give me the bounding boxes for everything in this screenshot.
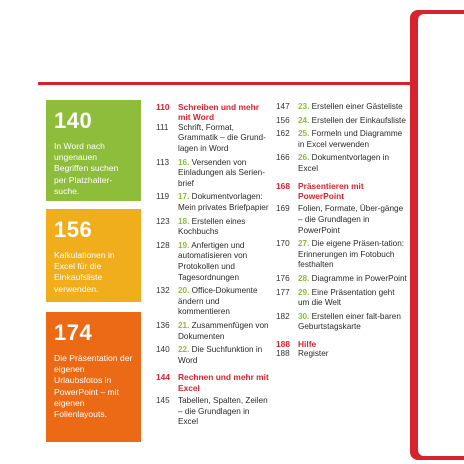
entry-text: Erstellen einer falt-baren Geburtstagskarte: [298, 311, 401, 332]
highlight-tile-powerpoint: [46, 312, 141, 442]
toc-entry: [276, 274, 408, 285]
step-number: 16.: [178, 157, 190, 167]
entry-text: Versenden von Einladungen als Serien-brief: [178, 157, 265, 188]
entry-text: Folien, Formate, Über-gänge – die Grundlagen in PowerPoint: [298, 204, 404, 235]
page-number: 136: [156, 320, 170, 330]
toc-entry: [156, 286, 270, 318]
toc-entry: [276, 239, 408, 271]
section-title: Hilfe: [298, 338, 317, 349]
page-number: 176: [276, 273, 290, 283]
entry-text: Erstellen eines Kochbuchs: [178, 216, 246, 237]
entry-text: Die Suchfunktion in Word: [178, 345, 263, 365]
page-number: 162: [276, 129, 290, 139]
tile-number: 140: [54, 108, 93, 133]
entry-text: Dokumentvorlagen: Mein privates Briefpapier: [178, 192, 269, 212]
page-number: 119: [156, 192, 170, 202]
tile-number: 174: [54, 320, 93, 345]
toc-entry: [156, 241, 270, 283]
step-number: 25.: [298, 129, 310, 139]
tile-text: Kalkulationen in Excel für die Einkaufsliste verwenden.: [54, 250, 115, 294]
step-number: 17.: [178, 192, 190, 202]
page-number: 140: [156, 345, 170, 355]
tile-text: In Word nach ungenauen Begriffen suchen per Platzhalter-suche.: [54, 141, 119, 196]
page-number: 156: [276, 115, 290, 125]
section-title: Präsentieren mit PowerPoint: [298, 180, 364, 201]
toc-entry: [276, 129, 408, 150]
tile-number: 156: [54, 217, 93, 242]
page-number: 188: [276, 338, 290, 349]
toc-entry: [156, 345, 270, 366]
entry-text: Register: [298, 349, 329, 359]
page-number: 144: [156, 372, 170, 383]
entry-text: Anfertigen und automatisieren von Protokollen und Tagesordnungen: [178, 240, 248, 282]
section-title: Rechnen und mehr mit Excel: [178, 372, 269, 393]
step-number: 22.: [178, 345, 190, 355]
toc-column-right: [276, 102, 408, 360]
page-number: 182: [276, 311, 290, 321]
step-number: 20.: [178, 286, 190, 296]
page-number: 145: [156, 396, 170, 406]
page-number: 111: [156, 122, 169, 132]
entry-text: Office-Dokumente ändern und kommentieren: [178, 286, 258, 317]
toc-column-left: [156, 102, 270, 428]
section-heading-hilfe: [276, 339, 408, 349]
step-number: 27.: [298, 239, 310, 249]
toc-entry: [156, 217, 270, 238]
entry-text: Eine Präsentation geht um die Welt: [298, 287, 395, 308]
toc-entry: [276, 204, 408, 236]
page-number: 113: [156, 157, 170, 167]
entry-text: Erstellen der Einkaufsliste: [311, 115, 406, 125]
page-number: 128: [156, 240, 170, 250]
entry-text: Die eigene Präsen-tation: Erinnerungen im Fotobuch festhalten: [298, 239, 405, 270]
toc-entry: [276, 116, 408, 127]
step-number: 24.: [298, 115, 310, 125]
highlight-tile-word: [46, 100, 141, 201]
toc-entry: [156, 158, 270, 190]
toc-entry: [276, 288, 408, 309]
entry-text: Dokumentvorlagen in Excel: [298, 153, 390, 173]
page-number: 169: [276, 204, 290, 214]
toc-entry: [276, 153, 408, 174]
section-title: Schreiben und mehr mit Word: [178, 102, 259, 123]
page-number: 170: [276, 239, 290, 249]
page-number: 123: [156, 216, 170, 226]
page-number: 166: [276, 153, 290, 163]
step-number: 23.: [298, 102, 310, 111]
toc-entry: [156, 192, 270, 213]
highlight-tile-excel: [46, 209, 141, 302]
section-heading-powerpoint: [276, 181, 408, 202]
toc-entry: [156, 396, 270, 428]
section-heading-word: [156, 102, 270, 123]
step-number: 29.: [298, 287, 310, 297]
toc-entry: [276, 102, 408, 113]
toc-entry: [276, 312, 408, 333]
page-number: 188: [276, 349, 290, 359]
toc-entry: [156, 123, 270, 155]
page-number: 147: [276, 102, 290, 111]
step-number: 30.: [298, 311, 310, 321]
entry-text: Diagramme in PowerPoint: [311, 273, 407, 283]
toc-entry: [276, 349, 408, 360]
entry-text: Formeln und Diagramme in Excel verwenden: [298, 129, 403, 149]
chapter-tab-inner: [418, 14, 464, 456]
step-number: 28.: [298, 273, 310, 283]
page-number: 132: [156, 286, 170, 296]
page-number: 177: [276, 287, 290, 297]
entry-text: Schrift, Format, Grammatik – die Grund-lagen in Word: [178, 122, 266, 153]
header-rule: [38, 82, 410, 85]
step-number: 19.: [178, 240, 190, 250]
entry-text: Erstellen einer Gästeliste: [311, 102, 403, 111]
step-number: 26.: [298, 153, 310, 163]
tile-text: Die Präsentation der eigenen Urlaubsfotos in PowerPoint – mit eigenen Folienlayouts.: [54, 353, 133, 420]
section-heading-excel: [156, 372, 270, 393]
step-number: 18.: [178, 216, 190, 226]
toc-entry: [156, 321, 270, 342]
page-number: 110: [156, 102, 170, 112]
page-number: 168: [276, 180, 290, 191]
entry-text: Zusammenfügen von Dokumenten: [178, 320, 269, 341]
entry-text: Tabellen, Spalten, Zeilen – die Grundlagen in Excel: [178, 396, 268, 427]
step-number: 21.: [178, 320, 190, 330]
